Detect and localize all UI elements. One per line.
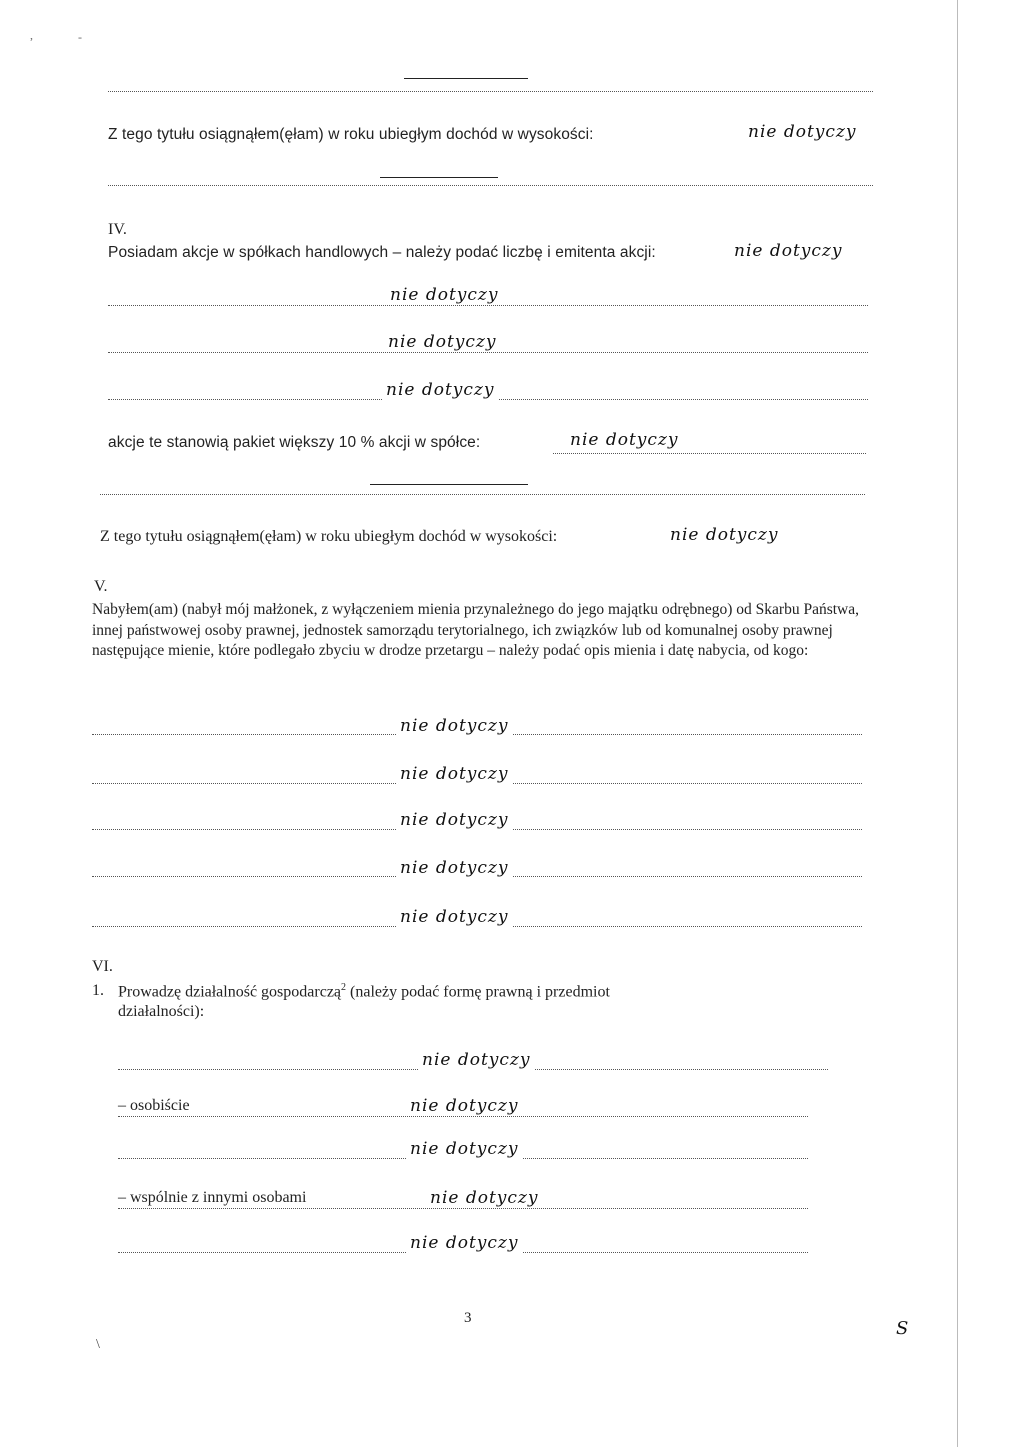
dotted-line xyxy=(553,453,866,454)
page-edge-line xyxy=(957,0,958,1447)
scan-mark: , xyxy=(30,28,33,42)
income-label: Z tego tytułu osiągnąłem(ęłam) w roku ubiegłym dochód w wysokości: xyxy=(108,126,594,143)
handwriting: nie dotyczy xyxy=(396,907,512,927)
item-text-continued: działalności): xyxy=(118,1003,205,1020)
dotted-line xyxy=(108,91,873,92)
handwriting: nie dotyczy xyxy=(396,858,512,878)
income-handwriting: nie dotyczy xyxy=(670,525,779,545)
section-heading: VI. xyxy=(92,958,113,975)
handwriting: nie dotyczy xyxy=(406,1233,522,1253)
separator-rule xyxy=(370,484,528,485)
page-number: 3 xyxy=(464,1310,472,1326)
item-text: Prowadzę działalność gospodarczą$^2$ (należy podać formę prawną i przedmiot xyxy=(118,982,610,1001)
section-heading: IV. xyxy=(108,221,127,238)
separator-rule xyxy=(404,78,528,79)
package-label: akcje te stanowią pakiet większy 10 % akcji w spółce: xyxy=(108,434,481,451)
item-number: 1. xyxy=(92,982,104,999)
handwriting: nie dotyczy xyxy=(396,810,512,830)
dotted-line xyxy=(100,494,865,495)
shares-label: Posiadam akcje w spółkach handlowych – należy podać liczbę i emitenta akcji: xyxy=(108,244,656,261)
scan-mark: - xyxy=(78,30,82,44)
section-text: Nabyłem(am) (nabył mój małżonek, z wyłączeniem mienia przynależnego do jego majątku odrębnego) od Skarbu Państwa, innej państwowej osoby prawnej, jednostek samorządu terytorialnego, ich związków lub od komunalnej osoby prawnej następujące mienie, które podlegało zbyciu w drodze przetargu – należy podać opis mienia i datę nabycia, od kogo: xyxy=(92,601,859,659)
personal-handwriting: nie dotyczy xyxy=(406,1096,522,1116)
handwriting: nie dotyczy xyxy=(396,764,512,784)
income-handwriting: nie dotyczy xyxy=(748,122,857,142)
dotted-line xyxy=(118,1116,808,1117)
shares-handwriting: nie dotyczy xyxy=(734,241,843,261)
dotted-line xyxy=(108,352,868,353)
handwriting: nie dotyczy xyxy=(418,1050,534,1070)
handwriting: nie dotyczy xyxy=(382,380,498,400)
handwriting: nie dotyczy xyxy=(396,716,512,736)
dotted-line xyxy=(108,305,868,306)
joint-handwriting: nie dotyczy xyxy=(426,1188,542,1208)
dotted-line xyxy=(118,1208,808,1209)
handwriting: nie dotyczy xyxy=(386,285,502,305)
scan-mark: \ xyxy=(96,1337,100,1352)
handwriting: nie dotyczy xyxy=(384,332,500,352)
income-label: Z tego tytułu osiągnąłem(ęłam) w roku ubiegłym dochód w wysokości: xyxy=(100,528,558,545)
joint-label: – wspólnie z innymi osobami xyxy=(118,1189,309,1207)
package-handwriting: nie dotyczy xyxy=(566,430,682,450)
handwriting: nie dotyczy xyxy=(406,1139,522,1159)
separator-rule xyxy=(380,177,498,178)
signature-initials: S xyxy=(896,1318,910,1339)
section-heading: V. xyxy=(94,578,108,595)
dotted-line xyxy=(108,185,873,186)
personal-label: – osobiście xyxy=(118,1097,193,1115)
